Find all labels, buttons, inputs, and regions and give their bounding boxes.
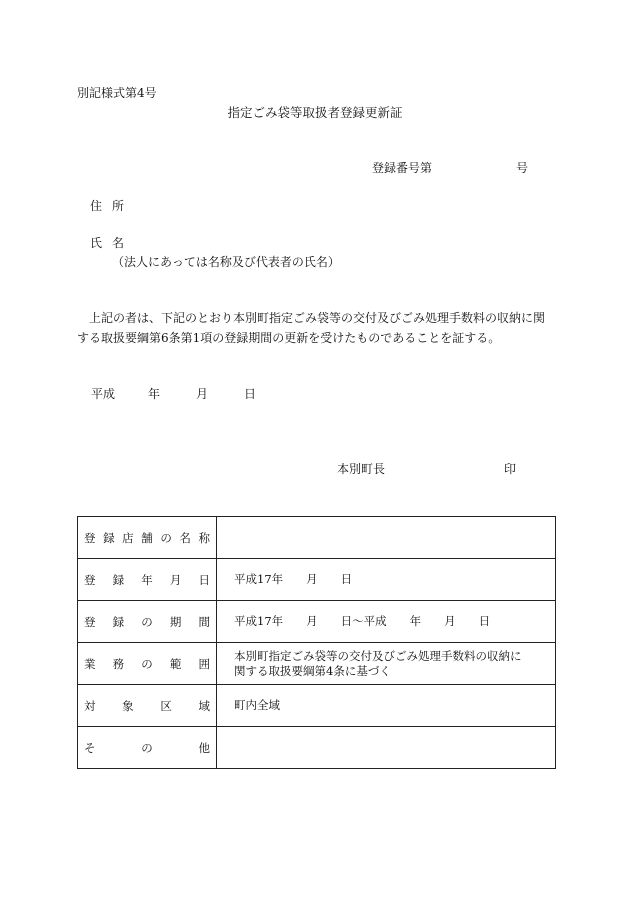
label-char: そ [84, 740, 96, 755]
row-value-line: 関する取扱要綱第4条に基づく [234, 663, 391, 678]
date-day: 日 [244, 387, 257, 401]
label-char: 年 [141, 572, 153, 587]
label-char: 期 [169, 614, 182, 629]
label-char: 録 [103, 530, 115, 545]
label-char: 名 [179, 530, 191, 545]
label-char: 囲 [198, 656, 210, 671]
label-char: 日 [198, 572, 210, 587]
label-char: 登 [84, 572, 96, 587]
spread-label [84, 656, 210, 672]
label-char: 象 [122, 698, 134, 713]
row-value [217, 643, 556, 685]
label-char: 対 [84, 698, 96, 713]
spread-label [84, 698, 210, 714]
table-row [78, 601, 556, 643]
label-char: 業 [84, 656, 96, 671]
label-char: 域 [198, 698, 210, 713]
label-char: 間 [198, 614, 210, 629]
table-row [78, 517, 556, 559]
label-char: の [141, 614, 153, 629]
certification-text: 上記の者は、下記のとおり本別町指定ごみ袋等の交付及びごみ処理手数料の収納に関する取扱要綱第6条第1項の登録期間の更新を受けたものであることを証する。 [77, 311, 546, 345]
label-char: の [160, 530, 172, 545]
label-char: 区 [160, 698, 172, 713]
table-row [78, 727, 556, 769]
label-char: 称 [198, 530, 210, 545]
registration-info-table [77, 516, 556, 769]
row-label [78, 643, 217, 685]
table-row [78, 559, 556, 601]
label-char: 他 [198, 740, 210, 755]
label-char: の [141, 656, 153, 671]
seal-label: 印 [504, 462, 517, 476]
label-char: 登 [84, 530, 96, 545]
name-label: 氏名 [90, 236, 135, 250]
spread-label [84, 614, 210, 630]
row-value: 平成17年 月 日 [217, 559, 556, 601]
form-number: 別記様式第4号 [77, 86, 157, 100]
row-value [217, 727, 556, 769]
registration-number-suffix: 号 [516, 161, 529, 175]
label-char: 務 [112, 656, 125, 671]
date-year: 年 [148, 387, 161, 401]
date-month: 月 [196, 387, 209, 401]
label-char: 録 [112, 572, 125, 587]
mayor-label: 本別町長 [337, 462, 386, 476]
issue-date [91, 387, 256, 401]
row-label [78, 601, 217, 643]
address-label: 住所 [90, 199, 135, 213]
row-value-line: 本別町指定ごみ袋等の交付及びごみ処理手数料の収納に [234, 648, 522, 663]
row-label [78, 727, 217, 769]
row-value [217, 517, 556, 559]
spread-label [84, 740, 210, 756]
label-char: 範 [169, 656, 182, 671]
row-label [78, 517, 217, 559]
date-era: 平成 [91, 387, 116, 401]
row-value: 平成17年 月 日～平成 年 月 日 [217, 601, 556, 643]
row-label [78, 685, 217, 727]
row-label [78, 559, 217, 601]
spread-label [84, 572, 210, 588]
table-row [78, 643, 556, 685]
label-char: 店 [122, 530, 134, 545]
label-char: 録 [112, 614, 125, 629]
label-char: の [141, 740, 153, 755]
document-title: 指定ごみ袋等取扱者登録更新証 [227, 105, 403, 120]
spread-label [84, 530, 210, 546]
label-char: 登 [84, 614, 96, 629]
registration-number-label: 登録番号第 [372, 161, 433, 175]
label-char: 月 [169, 572, 182, 587]
label-char: 舗 [141, 530, 153, 545]
name-note: （法人にあっては名称及び代表者の氏名） [112, 255, 340, 269]
row-value: 町内全域 [217, 685, 556, 727]
table-row [78, 685, 556, 727]
